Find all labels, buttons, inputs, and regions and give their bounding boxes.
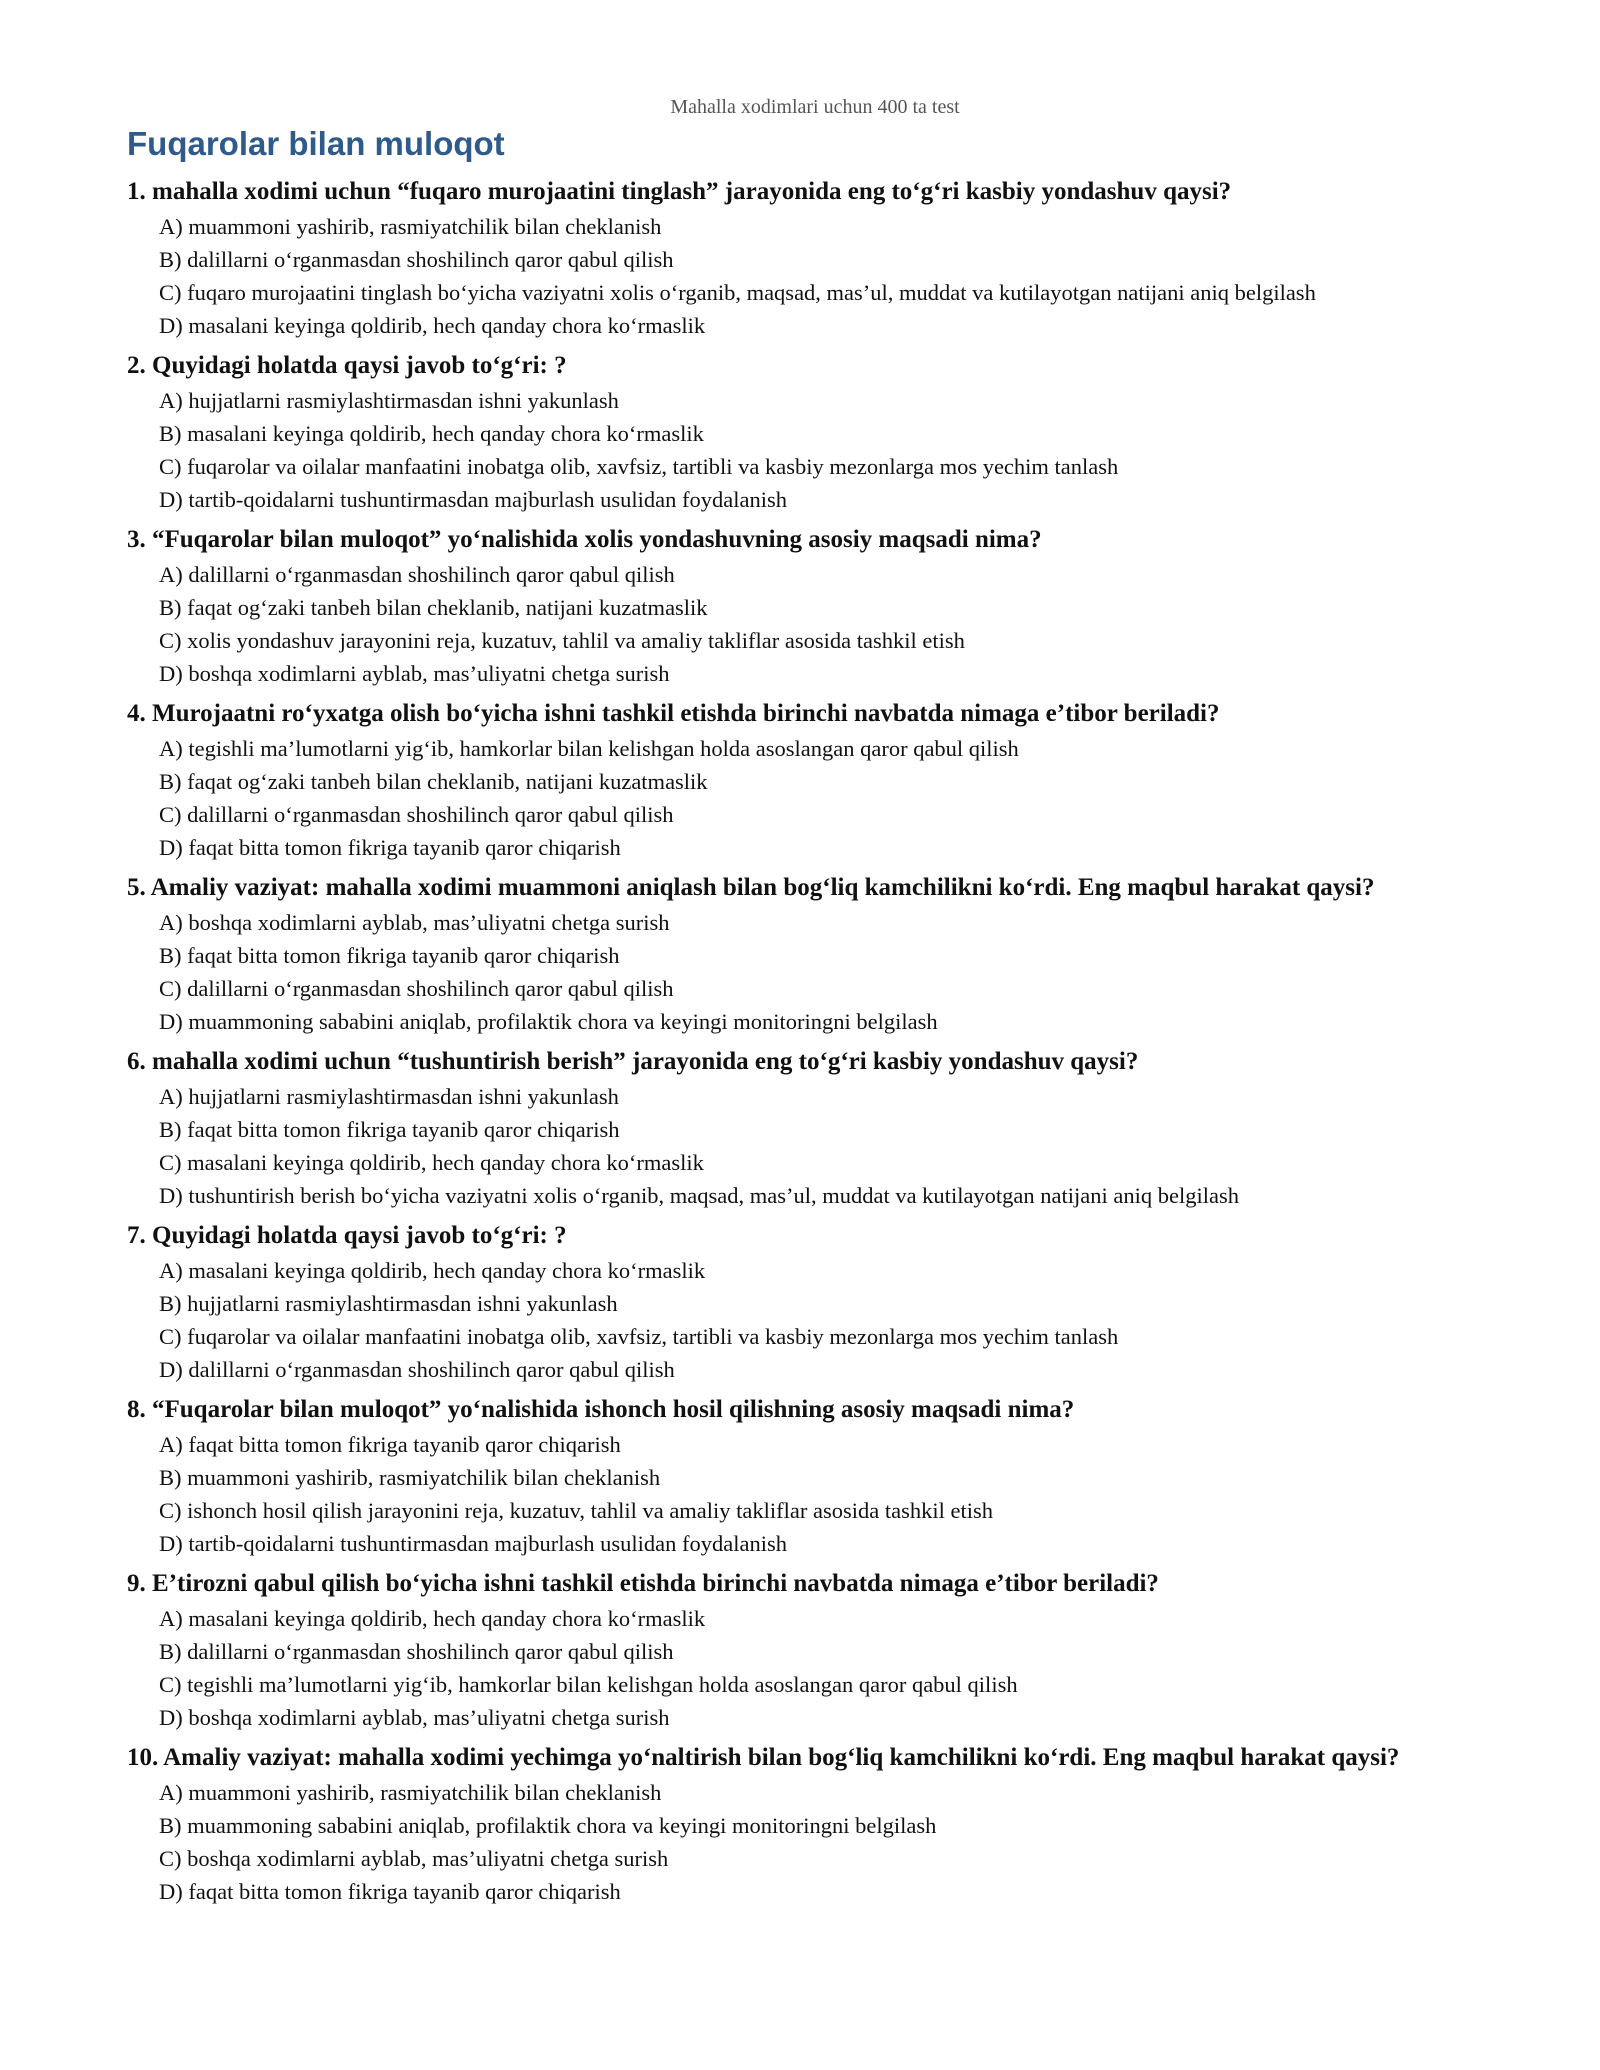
question-text: 8. “Fuqarolar bilan muloqot” yo‘nalishida ishonch hosil qilishning asosiy maqsadi nima? <box>127 1396 1075 1423</box>
answer-option-c: C) fuqaro murojaatini tinglash bo‘yicha vaziyatni xolis o‘rganib, maqsad, mas’ul, muddat va kutilayotgan natijani aniq belgilash <box>159 280 1316 305</box>
answer-option-a: A) masalani keyinga qoldirib, hech qanday chora ko‘rmaslik <box>159 1258 706 1283</box>
answer-option-d: D) tartib-qoidalarni tushuntirmasdan majburlash usulidan foydalanish <box>159 1531 787 1556</box>
answer-option-d: D) boshqa xodimlarni ayblab, mas’uliyatni chetga surish <box>159 661 670 686</box>
answer-option-c: C) tegishli ma’lumotlarni yig‘ib, hamkorlar bilan kelishgan holda asoslangan qaror qabul qilish <box>159 1672 1018 1697</box>
question-8 <box>127 1390 1467 1564</box>
answer-option-c: C) fuqarolar va oilalar manfaatini inobatga olib, xavfsiz, tartibli va kasbiy mezonlarga mos yechim tanlash <box>159 1324 1119 1349</box>
answer-option-b: B) dalillarni o‘rganmasdan shoshilinch qaror qabul qilish <box>159 1639 674 1664</box>
question-text: 6. mahalla xodimi uchun “tushuntirish berish” jarayonida eng to‘g‘ri kasbiy yondashuv qaysi? <box>127 1048 1139 1075</box>
question-4 <box>127 694 1467 868</box>
document-body <box>127 122 1467 1912</box>
question-2 <box>127 346 1467 520</box>
question-text: 10. Amaliy vaziyat: mahalla xodimi yechimga yo‘naltirish bilan bog‘liq kamchilikni ko‘rdi. Eng maqbul harakat qaysi? <box>127 1744 1400 1771</box>
answer-option-a: A) boshqa xodimlarni ayblab, mas’uliyatni chetga surish <box>159 910 670 935</box>
answer-option-a: A) hujjatlarni rasmiylashtirmasdan ishni yakunlash <box>159 1084 619 1109</box>
answer-option-b: B) faqat bitta tomon fikriga tayanib qaror chiqarish <box>159 1117 620 1142</box>
answer-option-a: A) tegishli ma’lumotlarni yig‘ib, hamkorlar bilan kelishgan holda asoslangan qaror qabul qilish <box>159 736 1019 761</box>
question-3 <box>127 520 1467 694</box>
answer-option-d: D) faqat bitta tomon fikriga tayanib qaror chiqarish <box>159 1879 621 1904</box>
answer-option-b: B) dalillarni o‘rganmasdan shoshilinch qaror qabul qilish <box>159 247 674 272</box>
answer-option-b: B) muammoning sababini aniqlab, profilaktik chora va keyingi monitoringni belgilash <box>159 1813 937 1838</box>
question-1 <box>127 172 1467 346</box>
answer-options <box>127 384 1467 520</box>
running-header: Mahalla xodimlari uchun 400 ta test <box>670 96 960 118</box>
answer-option-b: B) faqat bitta tomon fikriga tayanib qaror chiqarish <box>159 943 620 968</box>
answer-option-a: A) masalani keyinga qoldirib, hech qanday chora ko‘rmaslik <box>159 1606 706 1631</box>
section-title: Fuqarolar bilan muloqot <box>127 125 505 162</box>
answer-option-c: C) fuqarolar va oilalar manfaatini inobatga olib, xavfsiz, tartibli va kasbiy mezonlarga mos yechim tanlash <box>159 454 1119 479</box>
question-text: 9. E’tirozni qabul qilish bo‘yicha ishni tashkil etishda birinchi navbatda nimaga e’tibor beriladi? <box>127 1570 1159 1597</box>
answer-option-a: A) muammoni yashirib, rasmiyatchilik bilan cheklanish <box>159 1780 662 1805</box>
answer-option-d: D) faqat bitta tomon fikriga tayanib qaror chiqarish <box>159 835 621 860</box>
answer-options <box>127 1428 1467 1564</box>
answer-options <box>127 906 1467 1042</box>
answer-option-d: D) masalani keyinga qoldirib, hech qanday chora ko‘rmaslik <box>159 313 706 338</box>
answer-option-c: C) xolis yondashuv jarayonini reja, kuzatuv, tahlil va amaliy takliflar asosida tashkil etish <box>159 628 965 653</box>
answer-option-b: B) faqat og‘zaki tanbeh bilan cheklanib, natijani kuzatmaslik <box>159 769 708 794</box>
question-5 <box>127 868 1467 1042</box>
answer-options <box>127 1254 1467 1390</box>
answer-options <box>127 210 1467 346</box>
answer-option-a: A) dalillarni o‘rganmasdan shoshilinch qaror qabul qilish <box>159 562 675 587</box>
answer-options <box>127 1080 1467 1216</box>
question-text: 3. “Fuqarolar bilan muloqot” yo‘nalishida xolis yondashuvning asosiy maqsadi nima? <box>127 526 1042 553</box>
answer-option-d: D) tartib-qoidalarni tushuntirmasdan majburlash usulidan foydalanish <box>159 487 787 512</box>
question-text: 7. Quyidagi holatda qaysi javob to‘g‘ri: ? <box>127 1222 567 1249</box>
answer-option-b: B) masalani keyinga qoldirib, hech qanday chora ko‘rmaslik <box>159 421 704 446</box>
question-text: 4. Murojaatni ro‘yxatga olish bo‘yicha ishni tashkil etishda birinchi navbatda nimaga e’tibor beriladi? <box>127 700 1220 727</box>
answer-option-c: C) boshqa xodimlarni ayblab, mas’uliyatni chetga surish <box>159 1846 669 1871</box>
answer-option-d: D) muammoning sababini aniqlab, profilaktik chora va keyingi monitoringni belgilash <box>159 1009 938 1034</box>
question-6 <box>127 1042 1467 1216</box>
answer-option-b: B) faqat og‘zaki tanbeh bilan cheklanib, natijani kuzatmaslik <box>159 595 708 620</box>
question-text: 1. mahalla xodimi uchun “fuqaro murojaatini tinglash” jarayonida eng to‘g‘ri kasbiy yondashuv qaysi? <box>127 178 1232 205</box>
answer-option-c: C) dalillarni o‘rganmasdan shoshilinch qaror qabul qilish <box>159 976 674 1001</box>
answer-options <box>127 1602 1467 1738</box>
answer-option-d: D) boshqa xodimlarni ayblab, mas’uliyatni chetga surish <box>159 1705 670 1730</box>
answer-option-b: B) muammoni yashirib, rasmiyatchilik bilan cheklanish <box>159 1465 661 1490</box>
question-9 <box>127 1564 1467 1738</box>
answer-option-a: A) muammoni yashirib, rasmiyatchilik bilan cheklanish <box>159 214 662 239</box>
answer-options <box>127 1776 1467 1912</box>
question-text: 5. Amaliy vaziyat: mahalla xodimi muammoni aniqlash bilan bog‘liq kamchilikni ko‘rdi. Eng maqbul harakat qaysi? <box>127 874 1375 901</box>
answer-option-d: D) dalillarni o‘rganmasdan shoshilinch qaror qabul qilish <box>159 1357 675 1382</box>
answer-option-c: C) dalillarni o‘rganmasdan shoshilinch qaror qabul qilish <box>159 802 674 827</box>
answer-option-d: D) tushuntirish berish bo‘yicha vaziyatni xolis o‘rganib, maqsad, mas’ul, muddat va kutilayotgan natijani aniq belgilash <box>159 1183 1239 1208</box>
question-text: 2. Quyidagi holatda qaysi javob to‘g‘ri: ? <box>127 352 567 379</box>
answer-option-a: A) hujjatlarni rasmiylashtirmasdan ishni yakunlash <box>159 388 619 413</box>
answer-options <box>127 558 1467 694</box>
answer-option-c: C) masalani keyinga qoldirib, hech qanday chora ko‘rmaslik <box>159 1150 704 1175</box>
answer-options <box>127 732 1467 868</box>
question-7 <box>127 1216 1467 1390</box>
answer-option-c: C) ishonch hosil qilish jarayonini reja, kuzatuv, tahlil va amaliy takliflar asosida tashkil etish <box>159 1498 993 1523</box>
answer-option-a: A) faqat bitta tomon fikriga tayanib qaror chiqarish <box>159 1432 621 1457</box>
answer-option-b: B) hujjatlarni rasmiylashtirmasdan ishni yakunlash <box>159 1291 618 1316</box>
question-10 <box>127 1738 1467 1912</box>
